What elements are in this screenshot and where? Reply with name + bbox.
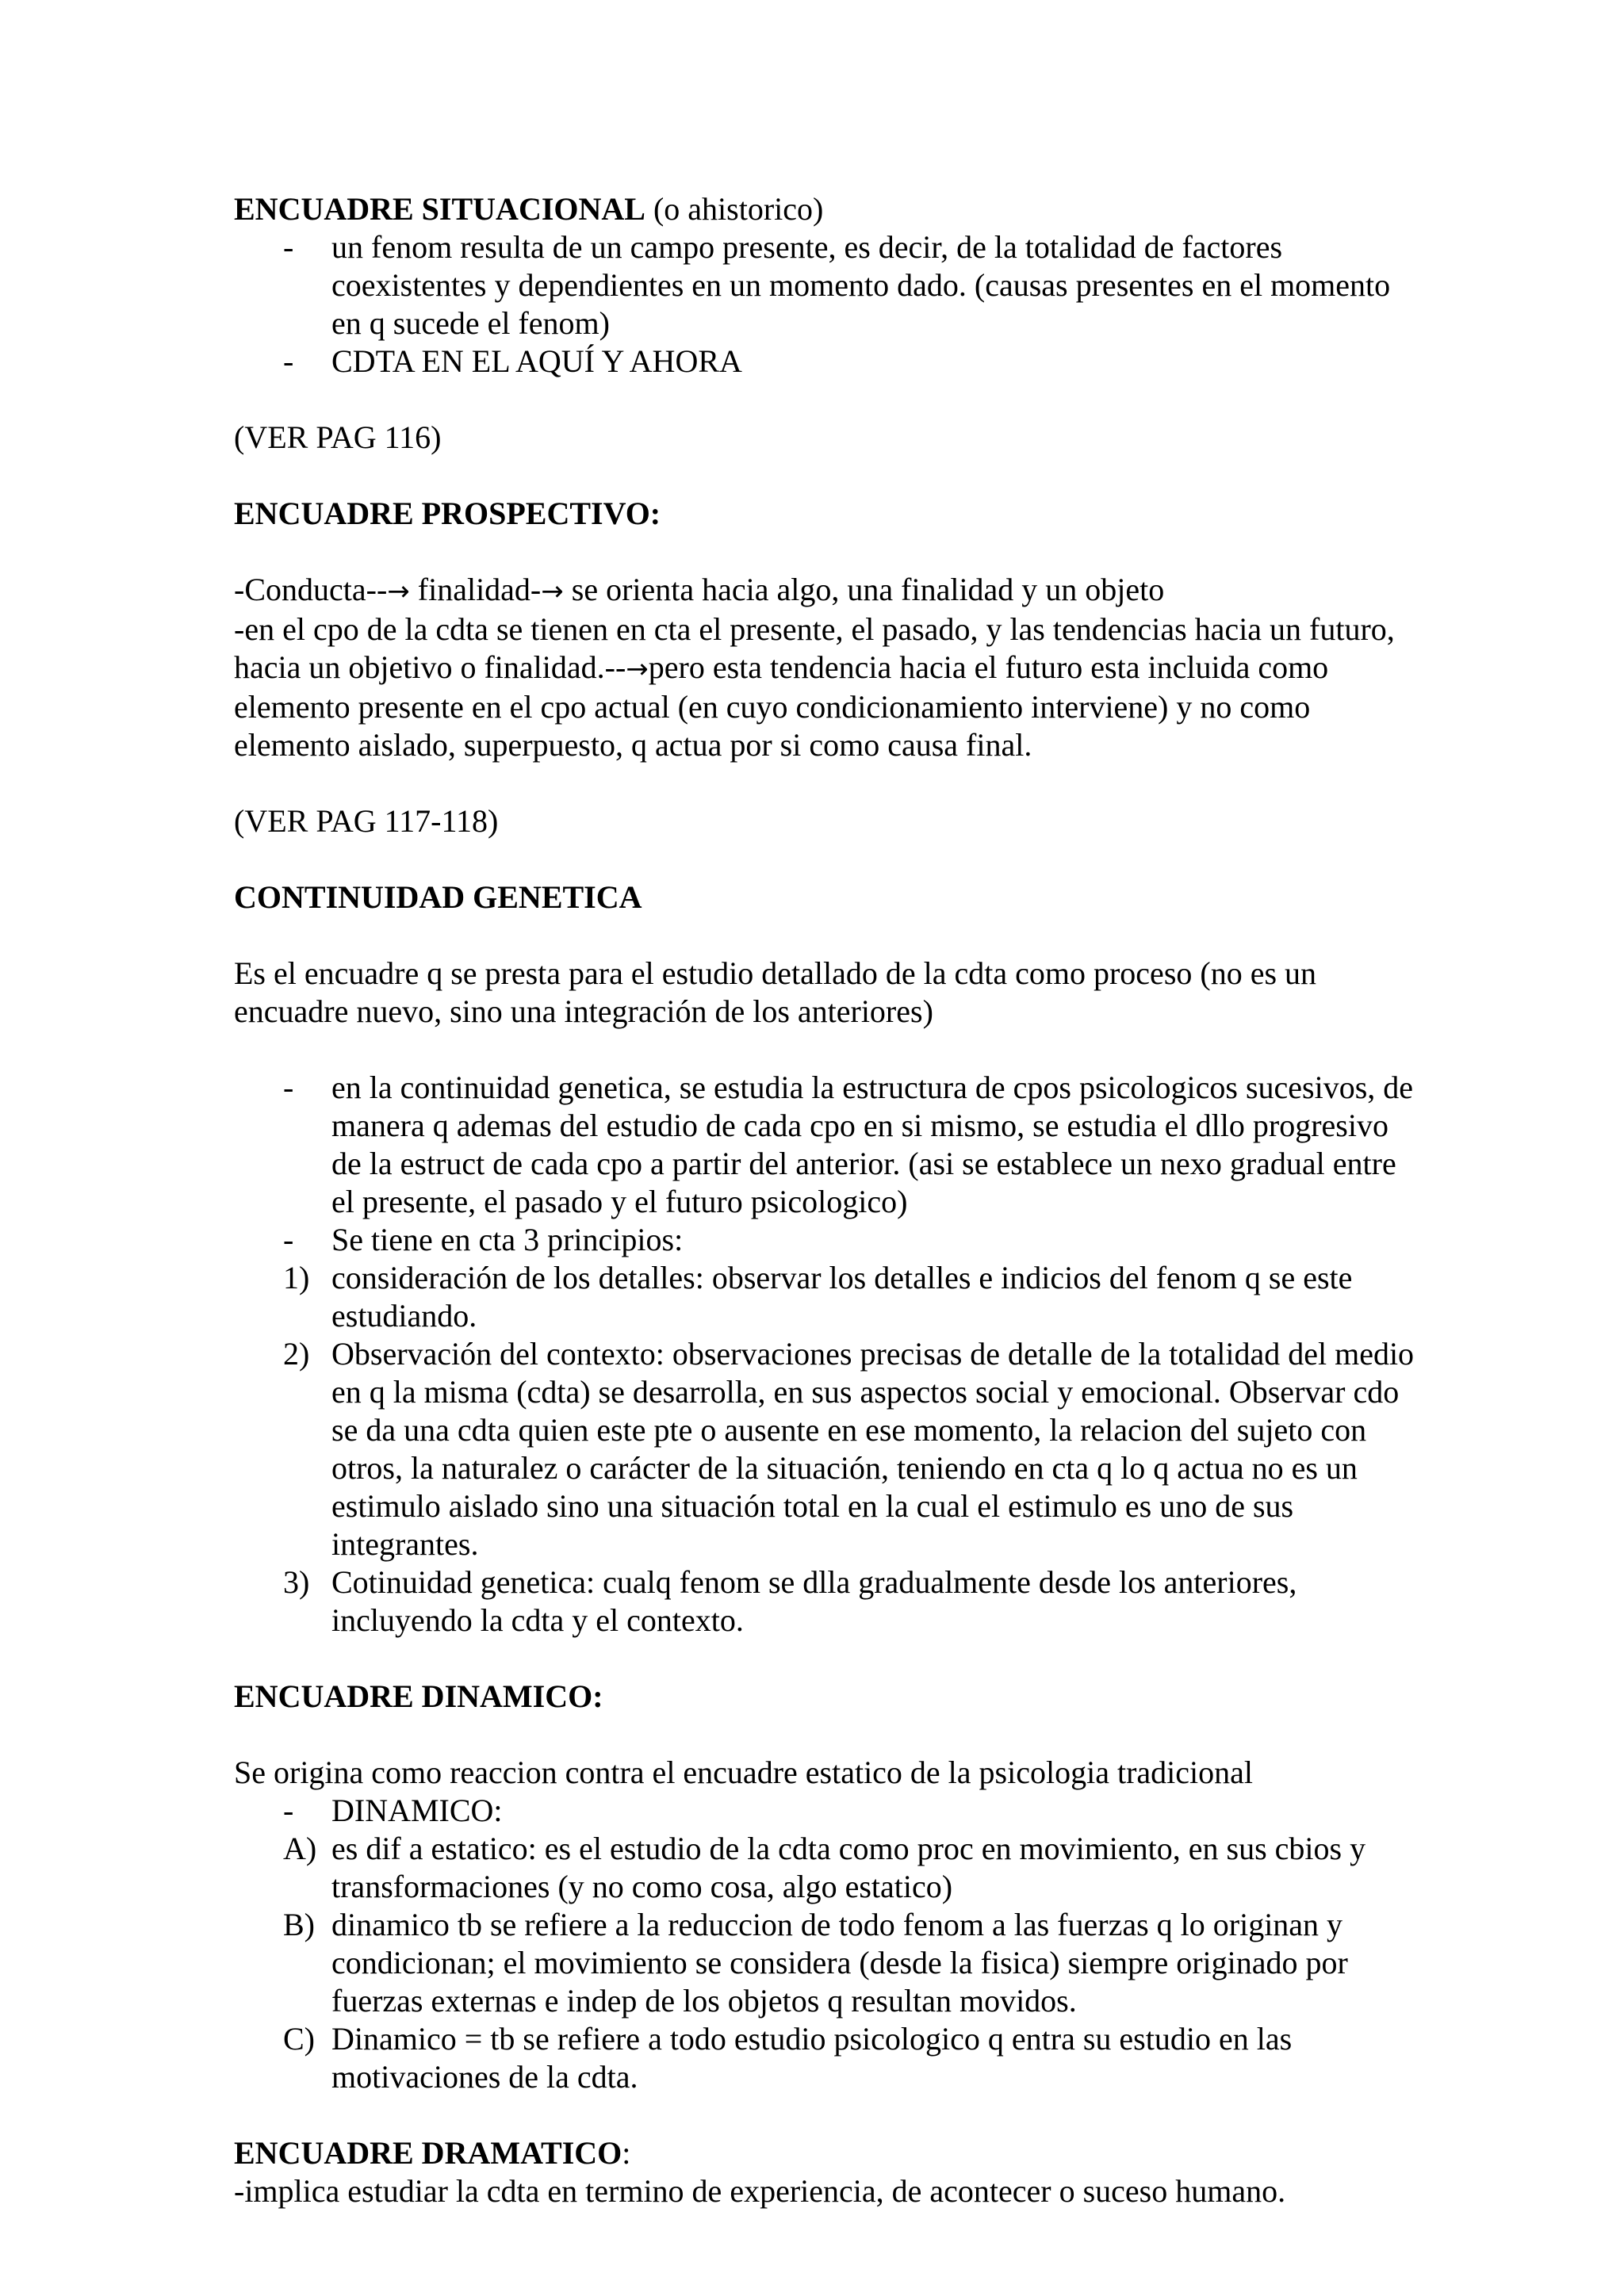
section-heading: ENCUADRE PROSPECTIVO:: [234, 496, 661, 531]
list-marker: 2): [283, 1336, 310, 1372]
text-run: finalidad-: [409, 572, 542, 607]
section-dramatico-heading: [234, 2134, 1423, 2172]
list-item: [234, 1221, 1423, 1259]
list-item-text: consideración de los detalles: observar los detalles e indicios del fenom q se este estudiando.: [331, 1260, 1353, 1334]
paragraph: [234, 610, 1423, 764]
list-item-text: Cotinuidad genetica: cualq fenom se dlla gradualmente desde los anteriores, incluyendo la cdta y el contexto.: [331, 1564, 1297, 1638]
paragraph: [234, 571, 1423, 610]
list-marker: 3): [283, 1564, 310, 1600]
list-item: [234, 1563, 1423, 1640]
page-reference: (VER PAG 116): [234, 419, 442, 455]
list-item: [234, 342, 1423, 381]
list-marker: -: [283, 343, 294, 379]
list-marker: B): [283, 1907, 315, 1942]
list-item: [234, 1335, 1423, 1563]
arrow-icon: →: [387, 576, 410, 607]
arrow-icon: →: [626, 653, 649, 685]
list-item: [234, 1259, 1423, 1335]
list-item-text: en la continuidad genetica, se estudia la estructura de cpos psicologicos sucesivos, de manera q ademas del estudio de cada cpo en si mismo, se estudia el dllo progresivo de la estruct de cada cpo a partir del anterior. (asi se establece un nexo gradual entre el presente, el pasado y el futuro psicologico): [331, 1070, 1414, 1219]
text-run: -en el cpo de la cdta se tienen en cta el presente, el pasado, y las tendencias hacia un futuro, hacia un objetivo o finalidad.--: [234, 611, 1395, 685]
section-heading: CONTINUIDAD GENETICA: [234, 879, 642, 915]
list-item-text: es dif a estatico: es el estudio de la cdta como proc en movimiento, en sus cbios y transformaciones (y no como cosa, algo estatico): [331, 1831, 1366, 1904]
document-page: [234, 190, 1423, 2210]
list-marker: C): [283, 2021, 315, 2057]
list-marker: -: [283, 1222, 294, 1257]
paragraph: Es el encuadre q se presta para el estudio detallado de la cdta como proceso (no es un encuadre nuevo, sino una integración de los anteriores): [234, 955, 1317, 1029]
heading-note: :: [622, 2135, 631, 2171]
text-run: -Conducta--: [234, 572, 388, 607]
list-item: [234, 1906, 1423, 2020]
list-item-text: dinamico tb se refiere a la reduccion de todo fenom a las fuerzas q lo originan y condicionan; el movimiento se considera (desde la fisica) siempre originado por fuerzas externas e indep de los objetos q resultan movidos.: [331, 1907, 1348, 2019]
list-marker: -: [283, 1070, 294, 1105]
paragraph: Se origina como reaccion contra el encuadre estatico de la psicologia tradicional: [234, 1755, 1253, 1790]
page-reference: (VER PAG 117-118): [234, 803, 499, 839]
section-situacional-heading: [234, 190, 1423, 228]
section-heading: ENCUADRE SITUACIONAL: [234, 191, 645, 227]
list-item: [234, 1792, 1423, 1830]
section-heading: ENCUADRE DINAMICO:: [234, 1678, 603, 1714]
list-item: [234, 1069, 1423, 1221]
list-item-text: un fenom resulta de un campo presente, es decir, de la totalidad de factores coexistentes y dependientes en un momento dado. (causas presentes en el momento en q sucede el fenom): [331, 229, 1391, 341]
list-item-text: Se tiene en cta 3 principios:: [331, 1222, 684, 1257]
list-marker: -: [283, 1793, 294, 1828]
paragraph: -implica estudiar la cdta en termino de experiencia, de acontecer o suceso humano.: [234, 2173, 1286, 2209]
list-item-text: Observación del contexto: observaciones precisas de detalle de la totalidad del medio en q la misma (cdta) se desarrolla, en sus aspectos social y emocional. Observar cdo se da una cdta quien este pte o ausente en ese momento, la relacion del sujeto con otros, la naturalez o carácter de la situación, teniendo en cta q lo q actua no es un estimulo aislado sino una situación total en la cual el estimulo es uno de sus integrantes.: [331, 1336, 1415, 1562]
list: [234, 1069, 1423, 1640]
arrow-icon: →: [541, 576, 564, 607]
list-item-text: CDTA EN EL AQUÍ Y AHORA: [331, 343, 742, 379]
text-run: se orienta hacia algo, una finalidad y un objeto: [563, 572, 1165, 607]
list-marker: 1): [283, 1260, 310, 1295]
heading-note: (o ahistorico): [645, 191, 824, 227]
text-run: pero esta tendencia hacia el futuro esta incluida como elemento presente en el cpo actual (en cuyo condicionamiento interviene) y no como elemento aislado, superpuesto, q actua por si como causa final.: [234, 649, 1329, 763]
list-marker: A): [283, 1831, 317, 1866]
section-heading: ENCUADRE DRAMATICO: [234, 2135, 622, 2171]
list-item: [234, 1830, 1423, 1906]
list-item: [234, 228, 1423, 342]
list-item-text: Dinamico = tb se refiere a todo estudio psicologico q entra su estudio en las motivaciones de la cdta.: [331, 2021, 1293, 2095]
list-item: [234, 2020, 1423, 2096]
list-marker: -: [283, 229, 294, 265]
list: [234, 1792, 1423, 2096]
list-item-text: DINAMICO:: [331, 1793, 503, 1828]
